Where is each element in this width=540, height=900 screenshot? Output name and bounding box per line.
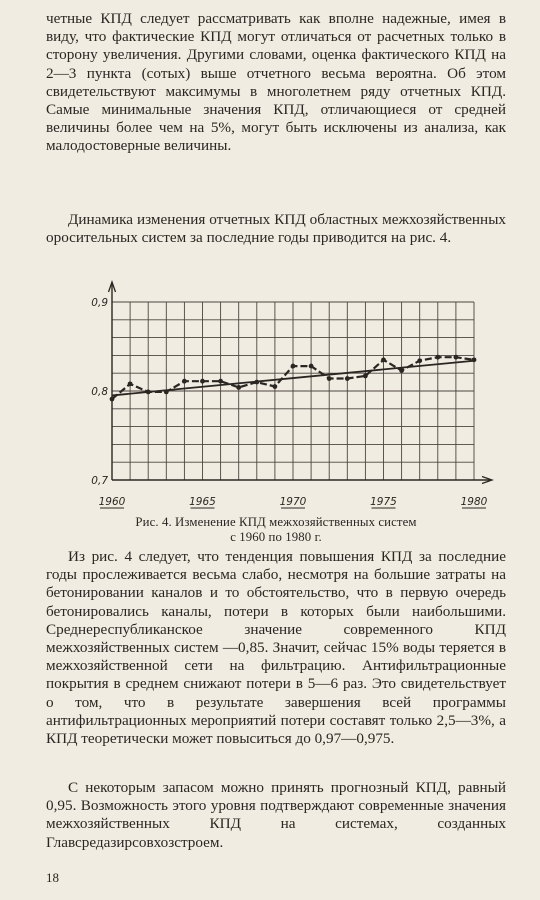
caption-line-1: Рис. 4. Изменение КПД межхозяйственных систем	[135, 515, 417, 529]
observed-data-point	[200, 379, 205, 384]
observed-data-point	[417, 358, 422, 363]
x-tick-label: 1975	[370, 496, 397, 508]
observed-data-point	[218, 379, 223, 384]
observed-data-point	[291, 364, 296, 369]
observed-data-point	[327, 376, 332, 381]
caption-line-2: с 1960 по 1980 г.	[230, 530, 322, 544]
x-tick-label: 1970	[279, 496, 307, 508]
figure-caption	[46, 515, 506, 545]
observed-data-point	[128, 381, 133, 386]
observed-data-point	[363, 373, 368, 378]
observed-data-point	[435, 355, 440, 360]
observed-data-point	[236, 385, 241, 390]
paragraph-intro: четные КПД следует рассматривать как вполне надежные, имея в виду, что фактические КПД могут отличаться от расчетных только в сторону увеличения. Другими словами, оценка фактического КПД на 2—3 пункта (сотых) выше отчетного весьма вероятна. Об этом свидетельствуют максимумы в многолетнем ряду отчетных КПД. Самые минимальные значения КПД, отличающиеся от средней величины более чем на 5%, могут быть исключены из анализа, как малодостоверные величины.	[46, 10, 506, 155]
observed-data-point	[309, 364, 314, 369]
x-tick-label: 1980	[460, 496, 488, 508]
y-tick-label: 0,9	[91, 297, 108, 309]
observed-data-point	[399, 368, 404, 373]
observed-data-point	[381, 357, 386, 362]
x-tick-label: 1965	[189, 496, 216, 508]
observed-data-point	[182, 379, 187, 384]
observed-data-point	[454, 355, 459, 360]
x-tick-label: 1960	[98, 496, 126, 508]
y-tick-label: 0,8	[91, 386, 108, 398]
page-number: 18	[46, 870, 59, 885]
paragraph-forecast: С некоторым запасом можно принять прогнозный КПД, равный 0,95. Возможность этого уровня подтверждают современные значения межхозяйственных КПД на системах, созданных Главсредазирсовхозстроем.	[46, 779, 506, 851]
y-tick-label: 0,7	[91, 475, 108, 487]
observed-data-point	[273, 384, 278, 389]
observed-data-point	[345, 376, 350, 381]
observed-data-point	[110, 397, 115, 402]
paragraph-figure-reference: Динамика изменения отчетных КПД областных межхозяйственных оросительных систем за последние годы приводится на рис. 4.	[46, 211, 506, 247]
paragraph-analysis: Из рис. 4 следует, что тенденция повышения КПД за последние годы прослеживается весьма слабо, несмотря на большие затраты на бетонировании каналов и то обстоятельство, что в первую очередь бетонировались каналы, потери в которых были наибольшими. Среднереспубликанское значение современного КПД межхозяйственных систем —0,85. Значит, сейчас 15% воды теряется в межхозяйственной сети на фильтрацию. Антифильтрационные покрытия в среднем снижают потери в 5—6 раз. Это свидетельствует о том, что в результате завершения всей программы антифильтрационных мероприятий потери составят только 2,5—3%, а КПД теоретически может повыситься до 0,97—0,975.	[46, 548, 506, 748]
